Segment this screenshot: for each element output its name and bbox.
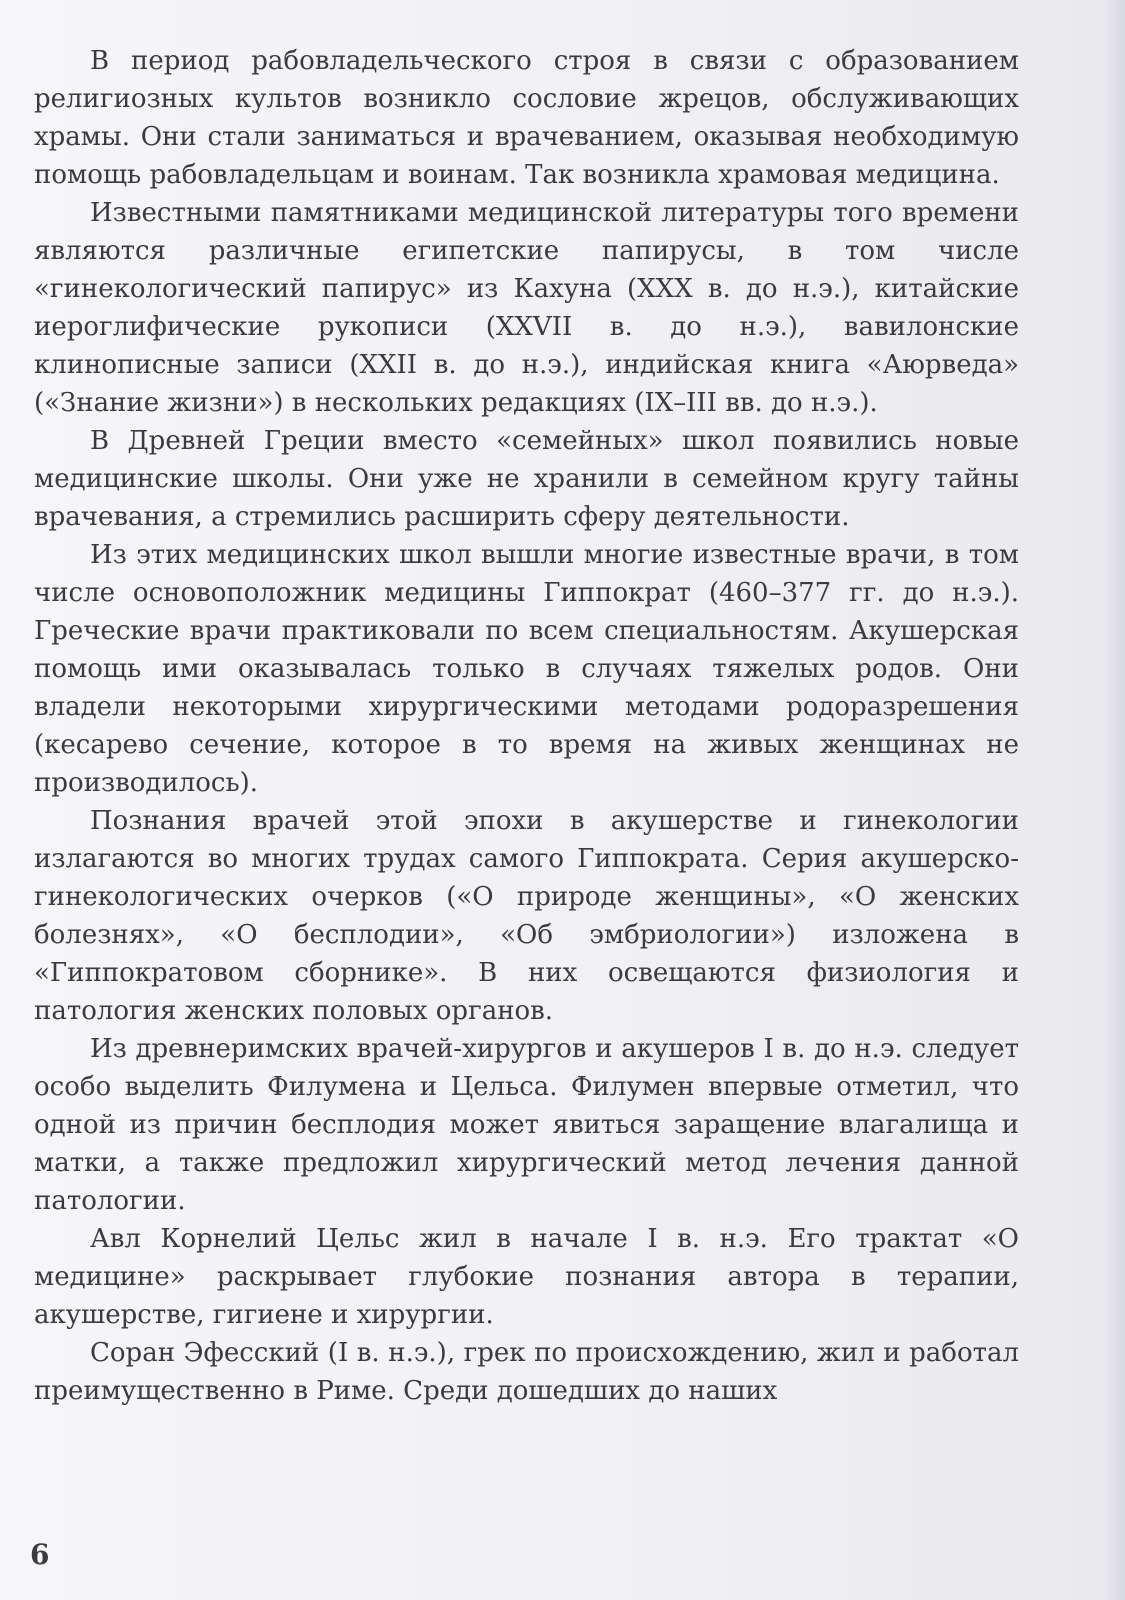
paragraph-celsus: Авл Корнелий Цельс жил в начале I в. н.э. Его трактат «О медицине» раскрывает глубокие познания автора в терапии, акушерстве, гигиене и хирургии. — [34, 1224, 1019, 1330]
paragraph-greek-schools: В Древней Греции вместо «семейных» школ появились новые медицинские школы. Они уже не хранили в семейном кругу тайны врачевания, а стремились расширить сферу деятельности. — [34, 426, 1019, 532]
paragraph-temple-medicine: В период рабовладельческого строя в связи с образованием религиозных культов возникло сословие жрецов, обслуживающих храмы. Они стали заниматься и врачеванием, оказывая необходимую помощь рабовладельцам и воинам. Так возникла храмовая медицина. — [34, 46, 1019, 190]
spine-shadow — [1103, 0, 1125, 1600]
paragraph-literature-monuments: Известными памятниками медицинской литературы того времени являются различные египетские папирусы, в том числе «гинекологический папирус» из Кахуна (XXX в. до н.э.), китайские иероглифические рукописи (XXVII в. до н.э.), вавилонские клинописные записи (XXII в. до н.э.), индийская книга «Аюрведа» («Знание жизни») в нескольких редакциях (IX–III вв. до н.э.). — [34, 198, 1019, 418]
paragraph-hippocrates: Из этих медицинских школ вышли многие известные врачи, в том числе основоположник медицины Гиппократ (460–377 гг. до н.э.). Греческие врачи практиковали по всем специальностям. Акушерская помощь ими оказывалась только в случаях тяжелых родов. Они владели некоторыми хирургическими методами родоразрешения (кесарево сечение, которое в то время на живых женщинах не производилось). — [34, 540, 1019, 798]
paragraph-hippocratic-works: Познания врачей этой эпохи в акушерстве и гинекологии излагаются во многих трудах самого Гиппократа. Серия акушерско-гинекологических очерков («О природе женщины», «О женских болезнях», «О бесплодии», «Об эмбриологии») изложена в «Гиппократовом сборнике». В них освещаются физиология и патология женских половых органов. — [34, 806, 1019, 1026]
body-text — [34, 42, 1019, 1410]
page-number: 6 — [30, 1538, 50, 1571]
paragraph-soranus: Соран Эфесский (I в. н.э.), грек по происхождению, жил и работал преимущественно в Риме. Среди дошедших до наших — [34, 1338, 1019, 1406]
paragraph-roman-surgeons: Из древнеримских врачей-хирургов и акушеров I в. до н.э. следует особо выделить Филумена и Цельса. Филумен впервые отметил, что одной из причин бесплодия может явиться заращение влагалища и матки, а также предложил хирургический метод лечения данной патологии. — [34, 1034, 1019, 1216]
